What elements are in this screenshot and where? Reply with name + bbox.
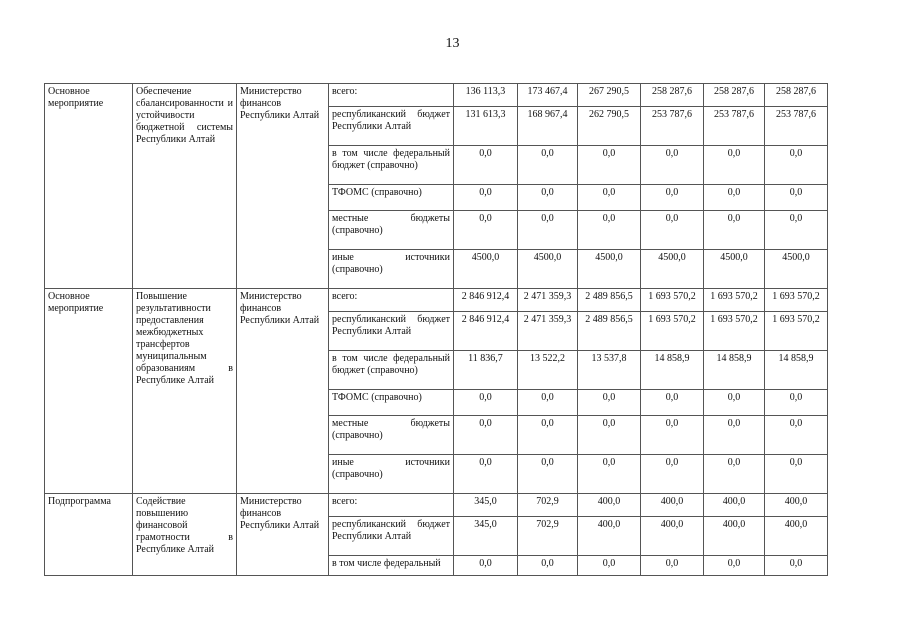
amount-cell: 258 287,6 — [765, 84, 828, 107]
amount-cell: 258 287,6 — [704, 84, 765, 107]
funding-source-cell: иные источники (справочно) — [329, 250, 454, 289]
funding-source-cell: в том числе федеральный бюджет (справочно) — [329, 146, 454, 185]
amount-cell: 0,0 — [641, 556, 704, 576]
amount-cell: 262 790,5 — [578, 107, 641, 146]
amount-cell: 0,0 — [518, 146, 578, 185]
amount-cell: 0,0 — [454, 146, 518, 185]
amount-cell: 345,0 — [454, 517, 518, 556]
amount-cell: 0,0 — [704, 211, 765, 250]
amount-cell: 1 693 570,2 — [641, 312, 704, 351]
section-executor-cell: Министерство финансов Республики Алтай — [237, 84, 329, 289]
amount-cell: 400,0 — [641, 517, 704, 556]
amount-cell: 253 787,6 — [704, 107, 765, 146]
amount-cell: 1 693 570,2 — [765, 289, 828, 312]
section-type-cell: Подпрограмма — [45, 494, 133, 576]
amount-cell: 14 858,9 — [765, 351, 828, 390]
amount-cell: 168 967,4 — [518, 107, 578, 146]
amount-cell: 400,0 — [641, 494, 704, 517]
section-type-cell: Основное мероприятие — [45, 84, 133, 289]
amount-cell: 4500,0 — [704, 250, 765, 289]
amount-cell: 0,0 — [578, 390, 641, 416]
funding-source-cell: ТФОМС (справочно) — [329, 390, 454, 416]
amount-cell: 0,0 — [454, 416, 518, 455]
amount-cell: 0,0 — [518, 185, 578, 211]
amount-cell: 0,0 — [704, 185, 765, 211]
amount-cell: 0,0 — [704, 146, 765, 185]
section-type-cell: Основное мероприятие — [45, 289, 133, 494]
amount-cell: 0,0 — [454, 211, 518, 250]
amount-cell: 4500,0 — [578, 250, 641, 289]
funding-source-cell: республиканский бюджет Республики Алтай — [329, 312, 454, 351]
table-row — [45, 289, 828, 312]
funding-source-cell: республиканский бюджет Республики Алтай — [329, 107, 454, 146]
funding-source-cell: всего: — [329, 84, 454, 107]
amount-cell: 0,0 — [641, 390, 704, 416]
amount-cell: 11 836,7 — [454, 351, 518, 390]
amount-cell: 0,0 — [578, 416, 641, 455]
amount-cell: 0,0 — [641, 185, 704, 211]
amount-cell: 0,0 — [454, 390, 518, 416]
table-row — [45, 84, 828, 107]
funding-source-cell: республиканский бюджет Республики Алтай — [329, 517, 454, 556]
funding-source-cell: всего: — [329, 289, 454, 312]
amount-cell: 4500,0 — [765, 250, 828, 289]
amount-cell: 4500,0 — [641, 250, 704, 289]
amount-cell: 0,0 — [704, 416, 765, 455]
amount-cell: 0,0 — [641, 211, 704, 250]
amount-cell: 0,0 — [765, 416, 828, 455]
amount-cell: 2 471 359,3 — [518, 312, 578, 351]
amount-cell: 2 846 912,4 — [454, 312, 518, 351]
amount-cell: 4500,0 — [518, 250, 578, 289]
amount-cell: 0,0 — [641, 416, 704, 455]
amount-cell: 400,0 — [578, 494, 641, 517]
amount-cell: 0,0 — [765, 146, 828, 185]
amount-cell: 4500,0 — [454, 250, 518, 289]
amount-cell: 0,0 — [641, 455, 704, 494]
amount-cell: 2 489 856,5 — [578, 289, 641, 312]
amount-cell: 0,0 — [765, 556, 828, 576]
funding-source-cell: в том числе федеральный — [329, 556, 454, 576]
budget-table-body — [45, 84, 828, 576]
funding-source-cell: иные источники (справочно) — [329, 455, 454, 494]
amount-cell: 0,0 — [518, 556, 578, 576]
amount-cell: 13 522,2 — [518, 351, 578, 390]
amount-cell: 400,0 — [704, 494, 765, 517]
amount-cell: 14 858,9 — [641, 351, 704, 390]
amount-cell: 0,0 — [518, 455, 578, 494]
amount-cell: 267 290,5 — [578, 84, 641, 107]
amount-cell: 400,0 — [765, 517, 828, 556]
amount-cell: 0,0 — [765, 185, 828, 211]
amount-cell: 2 489 856,5 — [578, 312, 641, 351]
amount-cell: 0,0 — [454, 185, 518, 211]
amount-cell: 400,0 — [704, 517, 765, 556]
amount-cell: 0,0 — [578, 556, 641, 576]
amount-cell: 702,9 — [518, 494, 578, 517]
amount-cell: 0,0 — [454, 556, 518, 576]
amount-cell: 1 693 570,2 — [641, 289, 704, 312]
amount-cell: 0,0 — [578, 146, 641, 185]
amount-cell: 0,0 — [765, 390, 828, 416]
amount-cell: 0,0 — [765, 455, 828, 494]
section-name-cell: Повышение результативности предоставления межбюджетных трансфертов муниципальным образованиям в Республике Алтай — [133, 289, 237, 494]
amount-cell: 0,0 — [704, 455, 765, 494]
amount-cell: 258 287,6 — [641, 84, 704, 107]
budget-table — [44, 83, 828, 576]
amount-cell: 0,0 — [518, 416, 578, 455]
amount-cell: 14 858,9 — [704, 351, 765, 390]
funding-source-cell: ТФОМС (справочно) — [329, 185, 454, 211]
section-executor-cell: Министерство финансов Республики Алтай — [237, 494, 329, 576]
amount-cell: 345,0 — [454, 494, 518, 517]
amount-cell: 400,0 — [765, 494, 828, 517]
amount-cell: 13 537,8 — [578, 351, 641, 390]
funding-source-cell: местные бюджеты (справочно) — [329, 416, 454, 455]
amount-cell: 173 467,4 — [518, 84, 578, 107]
section-name-cell: Обеспечение сбалансированности и устойчивости бюджетной системы Республики Алтай — [133, 84, 237, 289]
amount-cell: 0,0 — [641, 146, 704, 185]
amount-cell: 136 113,3 — [454, 84, 518, 107]
amount-cell: 0,0 — [518, 390, 578, 416]
amount-cell: 131 613,3 — [454, 107, 518, 146]
amount-cell: 253 787,6 — [641, 107, 704, 146]
amount-cell: 400,0 — [578, 517, 641, 556]
amount-cell: 0,0 — [454, 455, 518, 494]
amount-cell: 0,0 — [518, 211, 578, 250]
amount-cell: 2 846 912,4 — [454, 289, 518, 312]
amount-cell: 0,0 — [765, 211, 828, 250]
amount-cell: 0,0 — [578, 455, 641, 494]
section-executor-cell: Министерство финансов Республики Алтай — [237, 289, 329, 494]
amount-cell: 2 471 359,3 — [518, 289, 578, 312]
funding-source-cell: местные бюджеты (справочно) — [329, 211, 454, 250]
amount-cell: 0,0 — [578, 185, 641, 211]
amount-cell: 1 693 570,2 — [704, 289, 765, 312]
amount-cell: 253 787,6 — [765, 107, 828, 146]
section-name-cell: Содействие повышению финансовой грамотности в Республике Алтай — [133, 494, 237, 576]
amount-cell: 0,0 — [578, 211, 641, 250]
amount-cell: 1 693 570,2 — [704, 312, 765, 351]
funding-source-cell: всего: — [329, 494, 454, 517]
amount-cell: 0,0 — [704, 390, 765, 416]
amount-cell: 1 693 570,2 — [765, 312, 828, 351]
page-number: 13 — [445, 36, 460, 51]
funding-source-cell: в том числе федеральный бюджет (справочно) — [329, 351, 454, 390]
amount-cell: 702,9 — [518, 517, 578, 556]
amount-cell: 0,0 — [704, 556, 765, 576]
table-row — [45, 494, 828, 517]
